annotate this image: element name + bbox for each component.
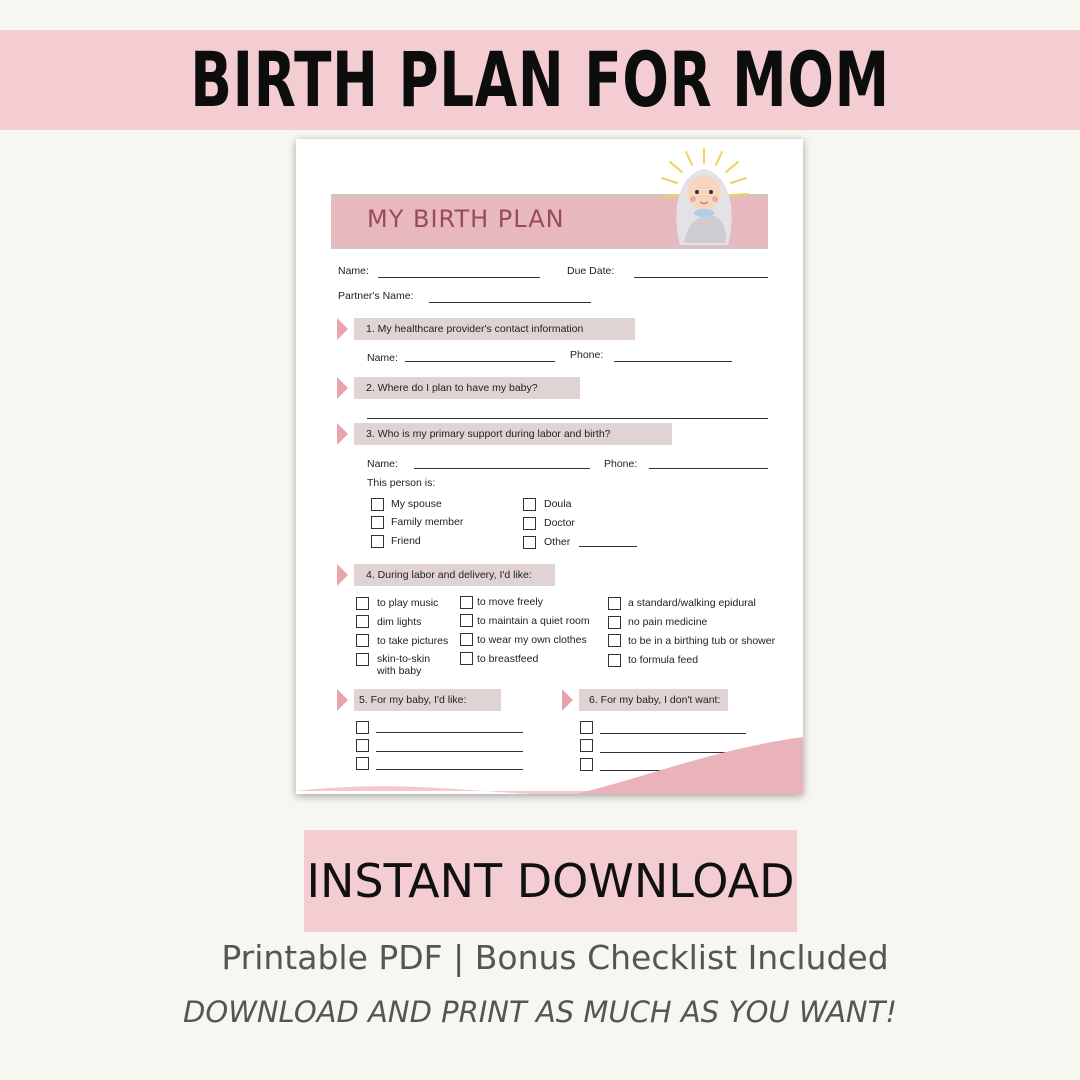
option-label: Family member [391,516,464,528]
option-label: Doula [544,498,572,510]
provider-name-field[interactable] [405,361,555,362]
support-phone-field[interactable] [649,468,768,469]
provider-phone-field[interactable] [614,361,732,362]
option-label: to formula feed [628,654,699,666]
section-arrow-icon [337,318,348,340]
section-1-heading: 1. My healthcare provider's contact information [354,318,635,340]
checkbox[interactable] [523,536,536,549]
section-arrow-icon [337,423,348,445]
checkbox[interactable] [523,498,536,511]
person-is-label: This person is: [367,477,436,489]
section-arrow-icon [562,689,573,711]
support-name-label: Name: [367,458,398,470]
checkbox[interactable] [460,633,473,646]
provider-name-label: Name: [367,352,398,364]
format-subtitle: Printable PDF | Bonus Checklist Included [221,938,889,977]
checkbox[interactable] [371,535,384,548]
option-label: no pain medicine [628,616,708,628]
due-date-field[interactable] [634,277,768,278]
tagline: DOWNLOAD AND PRINT AS MUCH AS YOU WANT! [183,995,897,1029]
option-label: a standard/walking epidural [628,597,756,609]
support-name-field[interactable] [414,468,590,469]
support-phone-label: Phone: [604,458,638,470]
checkbox[interactable] [608,616,621,629]
option-label: with baby [377,665,422,677]
option-label: to take pictures [377,635,449,647]
checkbox[interactable] [356,653,369,666]
option-label: skin-to-skin [377,653,431,665]
option-label: to move freely [477,596,543,608]
section-arrow-icon [337,564,348,586]
option-label: Doctor [544,517,575,529]
checkbox[interactable] [608,634,621,647]
checkbox[interactable] [356,597,369,610]
document-title: MY BIRTH PLAN [367,205,565,233]
checkbox[interactable] [460,614,473,627]
option-label: Friend [391,535,421,547]
checkbox[interactable] [371,516,384,529]
option-label: My spouse [391,498,442,510]
option-label: to play music [377,597,439,609]
checkbox[interactable] [608,654,621,667]
partner-name-field[interactable] [429,302,591,303]
birth-location-field[interactable] [367,418,768,419]
option-label: to maintain a quiet room [477,615,590,627]
partner-name-label: Partner's Name: [338,290,414,302]
name-label: Name: [338,265,369,277]
baby-illustration-icon [654,145,754,245]
section-5-heading: 5. For my baby, I'd like: [354,689,501,711]
option-label: dim lights [377,616,422,628]
section-3-heading: 3. Who is my primary support during labor and birth? [354,423,672,445]
other-field[interactable] [579,546,637,547]
name-field[interactable] [378,277,540,278]
instant-download-label: INSTANT DOWNLOAD [306,854,795,908]
page-title: BIRTH PLAN FOR MOM [190,35,890,124]
checkbox[interactable] [356,615,369,628]
checkbox[interactable] [460,652,473,665]
section-arrow-icon [337,377,348,399]
due-date-label: Due Date: [567,265,615,277]
option-label: to breastfeed [477,653,539,665]
section-4-heading: 4. During labor and delivery, I'd like: [354,564,555,586]
section-2-heading: 2. Where do I plan to have my baby? [354,377,580,399]
checkbox[interactable] [608,597,621,610]
option-label: Other [544,536,571,548]
option-label: to wear my own clothes [477,634,587,646]
provider-phone-label: Phone: [570,349,604,361]
section-arrow-icon [337,689,348,711]
birth-plan-document [296,139,803,794]
footer-wave-decoration [296,729,803,794]
checkbox[interactable] [371,498,384,511]
checkbox[interactable] [460,596,473,609]
section-6-heading: 6. For my baby, I don't want: [579,689,728,711]
checkbox[interactable] [523,517,536,530]
option-label: to be in a birthing tub or shower [628,635,776,647]
checkbox[interactable] [356,634,369,647]
